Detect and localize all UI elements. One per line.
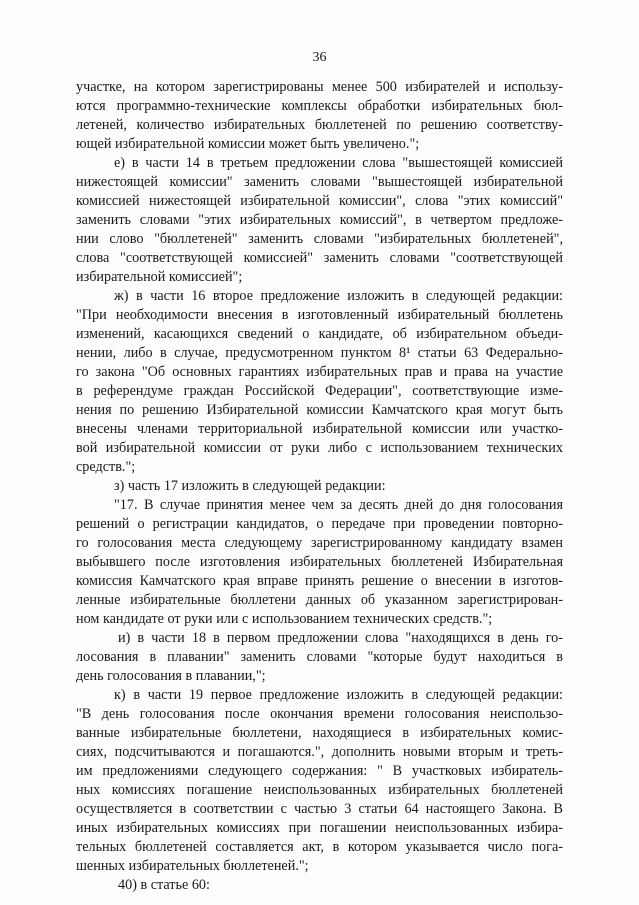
text-line: 40) в статье 60:	[118, 877, 210, 893]
text-line: тельных бюллетеней составляется акт, в котором указывается число пога-	[76, 839, 563, 855]
text-line: ются программно-технические комплексы обработки избирательных бюл-	[76, 98, 563, 114]
document-body	[76, 78, 563, 895]
text-line: шенных избирательных бюллетеней.";	[76, 858, 309, 874]
text-line: сиях, подсчитываются и погашаются.", дополнить новыми вторым и треть-	[76, 744, 563, 760]
text-line: е) в части 14 в третьем предложении слова "вышестоящей комиссией	[114, 155, 563, 171]
text-line: ванные избирательные бюллетени, находящиеся в избирательных комис-	[76, 725, 563, 741]
text-line: "17. В случае принятия менее чем за десять дней до дня голосования	[114, 497, 563, 513]
text-line: "При необходимости внесения в изготовленный избирательный бюллетень	[76, 307, 563, 323]
text-line: летеней, количество избирательных бюллетеней по решению соответству-	[76, 117, 563, 133]
text-line: вой избирательной комиссии от руки либо с использованием технических	[76, 440, 563, 456]
text-line: заменить словами "этих избирательных комиссий", в четвертом предложе-	[76, 212, 563, 228]
text-line: иных избирательных комиссиях при погашении неиспользованных избира-	[76, 820, 563, 836]
text-line: выбывшего после изготовления избирательных бюллетеней Избирательная	[76, 554, 563, 570]
text-line: го закона "Об основных гарантиях избирательных прав и права на участие	[76, 364, 563, 380]
text-line: з) часть 17 изложить в следующей редакции:	[114, 478, 386, 494]
text-line: ных комиссиях погашение неиспользованных избирательных бюллетеней	[76, 782, 563, 798]
text-line: нении, либо в случае, предусмотренном пунктом 8¹ статьи 63 Федерально-	[76, 345, 563, 361]
text-line: слова "соответствующей комиссией" заменить словами "соответствующей	[76, 250, 563, 266]
text-line: внесены членами территориальной избирательной комиссии или участко-	[76, 421, 563, 437]
text-line: в референдуме граждан Российской Федерации", соответствующие изме-	[76, 383, 563, 399]
text-line: им предложениями следующего содержания: " В участковых избиратель-	[76, 763, 563, 779]
text-line: день голосования в плавании,";	[76, 668, 266, 684]
text-line: нии слово "бюллетеней" заменить словами "избирательных бюллетеней",	[76, 231, 563, 247]
text-line: решений о регистрации кандидатов, о передаче при проведении повторно-	[76, 516, 563, 532]
text-line: нижестоящей комиссии" заменить словами "вышестоящей избирательной	[76, 174, 563, 190]
text-line: избирательной комиссией";	[76, 269, 243, 285]
text-line: лосования в плавании" заменить словами "которые будут находиться в	[76, 649, 563, 665]
text-line: ющей избирательной комиссии может быть увеличено.";	[76, 136, 420, 152]
text-line: и) в части 18 в первом предложении слова "находящихся в день го-	[118, 630, 563, 646]
text-line: "В день голосования после окончания времени голосования неиспользо-	[76, 706, 563, 722]
text-line: участке, на котором зарегистрированы менее 500 избирателей и использу-	[76, 79, 563, 95]
text-line: нения по решению Избирательной комиссии Камчатского края могут быть	[76, 402, 563, 418]
text-line: комиссия Камчатского края вправе принять решение о внесении в изготов-	[76, 573, 563, 589]
text-line: средств.";	[76, 459, 136, 475]
page-number: 36	[312, 50, 327, 65]
text-line: к) в части 19 первое предложение изложить в следующей редакции:	[114, 687, 563, 703]
text-line: комиссией нижестоящей избирательной комиссии", слова "этих комиссий"	[76, 193, 563, 209]
text-line: осуществляется в соответствии с частью 3 статьи 64 настоящего Закона. В	[76, 801, 563, 817]
text-line: ленные избирательные бюллетени данных об указанном зарегистрирован-	[76, 592, 563, 608]
text-line: го голосования места следующему зарегистрированному кандидату взамен	[76, 535, 563, 551]
text-line: изменений, касающихся сведений о кандидате, об избирательном объеди-	[76, 326, 563, 342]
text-line: ж) в части 16 второе предложение изложить в следующей редакции:	[114, 288, 563, 304]
text-line: ном кандидате от руки или с использованием технических средств.";	[76, 611, 493, 627]
